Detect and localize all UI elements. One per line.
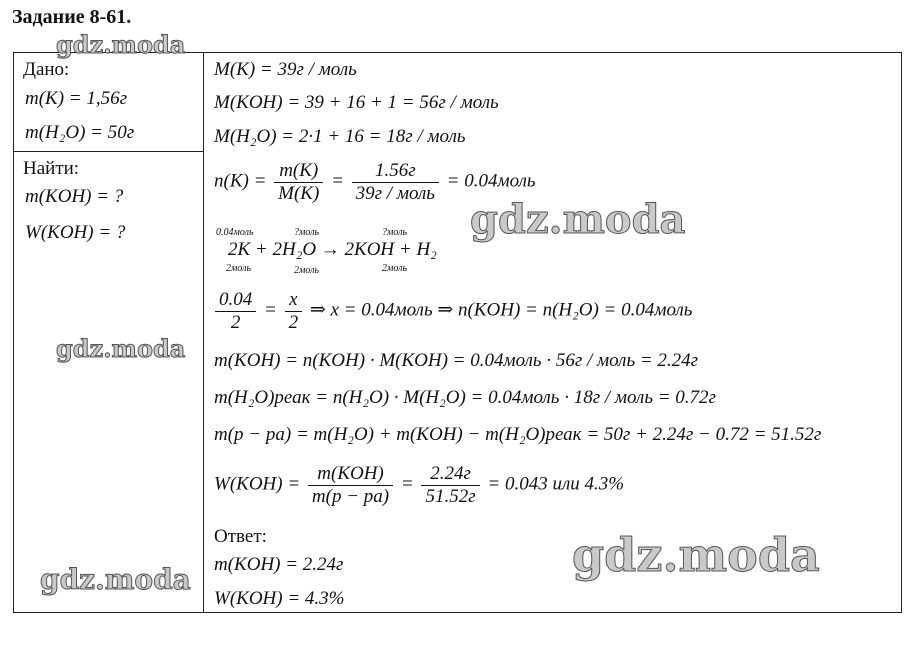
given-mass-k: m(K) = 1,56г [25, 88, 128, 109]
fraction-values [421, 463, 479, 508]
moles-k-formula: n(K) = $\frac{m(K)}{M(K)}$ = $\frac{1.56г}{\text{39г / моль}}$ = 0.04моль [214, 160, 536, 204]
fraction-denominator: 39г / моль [355, 182, 435, 204]
annotation-above-k: 0.04моль [216, 227, 254, 238]
mass-fraction-formula: W(KOH) = $\frac{\text{m(KOH)}}{m(p - pa)}$ = $\frac{2.24г}{51.52г}$ = 0.043 или 4.3% [214, 463, 625, 507]
molar-mass-k: M(K) = 39г / моль [214, 59, 357, 80]
row-divider [14, 151, 203, 152]
proportion-left [215, 289, 256, 334]
equation-main: 2K + 2H₂O → 2KOH + H₂ [228, 239, 437, 260]
fraction-denominator: 51.52г [425, 485, 476, 507]
proportion-right [285, 289, 303, 334]
annotation-below-koh: 2моль [382, 263, 408, 274]
watermark: gdz.moda [470, 196, 686, 243]
annotation-above-water: ?моль [294, 227, 320, 238]
task-title: Задание 8-61. [12, 6, 132, 28]
fraction-mass-over-molar [274, 160, 323, 205]
molar-mass-koh: M(KOH) = 39 + 16 + 1 = 56г / моль [214, 92, 499, 113]
answer-fraction-koh: W(KOH) = 4.3% [214, 588, 345, 609]
find-fraction-koh: W(KOH) = ? [25, 222, 126, 243]
fraction-values [352, 160, 439, 205]
fraction-denominator: 2 [230, 311, 241, 333]
answer-mass-koh: m(KOH) = 2.24г [214, 554, 344, 575]
given-header: Дано: [23, 59, 70, 80]
fraction-denominator: M(K) [278, 182, 320, 204]
fraction-numerator: m(KOH) [308, 463, 393, 486]
proportion-line: $\frac{0.04}{2}$ = $\frac{x}{2}$ ⇒ x = 0.04моль ⇒ n(KOH) = n(H₂O) = 0.04моль [212, 289, 692, 334]
mass-solution-calc: m(p − pa) = m(H₂O) + m(KOH) − m(H₂O)реак = 50г + 2.24г − 0.72 = 51.52г [214, 424, 822, 445]
find-mass-koh: m(KOH) = ? [25, 186, 124, 207]
fraction-denominator: m(p − pa) [311, 485, 390, 507]
given-mass-water: m(H₂O) = 50г [25, 122, 135, 143]
watermark: gdz.moda [56, 30, 186, 59]
mass-fraction-label: W(KOH) = [214, 473, 301, 495]
watermark: gdz.moda [40, 563, 191, 596]
fraction-numerator: 1.56г [352, 160, 439, 183]
fraction-numerator: m(K) [274, 160, 323, 183]
moles-k-result: = 0.04моль [446, 170, 536, 192]
mass-fraction-result: = 0.043 или 4.3% [487, 473, 625, 495]
moles-k-label: n(K) = [214, 170, 267, 192]
find-header: Найти: [23, 158, 80, 179]
watermark: gdz.moda [572, 528, 820, 582]
answer-header: Ответ: [214, 526, 267, 547]
fraction-numerator: 0.04 [215, 289, 256, 312]
annotation-above-koh: ?моль [382, 227, 408, 238]
fraction-denominator: 2 [288, 311, 299, 333]
mass-water-reacted-calc: m(H₂O)реак = n(H₂O) · M(H₂O) = 0.04моль · 18г / моль = 0.72г [214, 387, 716, 408]
column-divider [203, 53, 204, 612]
molar-mass-water: M(H₂O) = 2·1 + 16 = 18г / моль [214, 126, 466, 147]
proportion-result: ⇒ x = 0.04моль ⇒ n(KOH) = n(H₂O) = 0.04моль [309, 299, 693, 321]
mass-koh-calc: m(KOH) = n(KOH) · M(KOH) = 0.04моль · 56г / моль = 2.24г [214, 350, 699, 371]
reaction-equation [214, 228, 514, 278]
annotation-below-k: 2моль [226, 263, 252, 274]
watermark: gdz.moda [56, 334, 186, 363]
annotation-below-water: 2моль [294, 265, 320, 276]
fraction-formula [308, 463, 393, 508]
fraction-numerator: x [285, 289, 303, 312]
fraction-numerator: 2.24г [421, 463, 479, 486]
